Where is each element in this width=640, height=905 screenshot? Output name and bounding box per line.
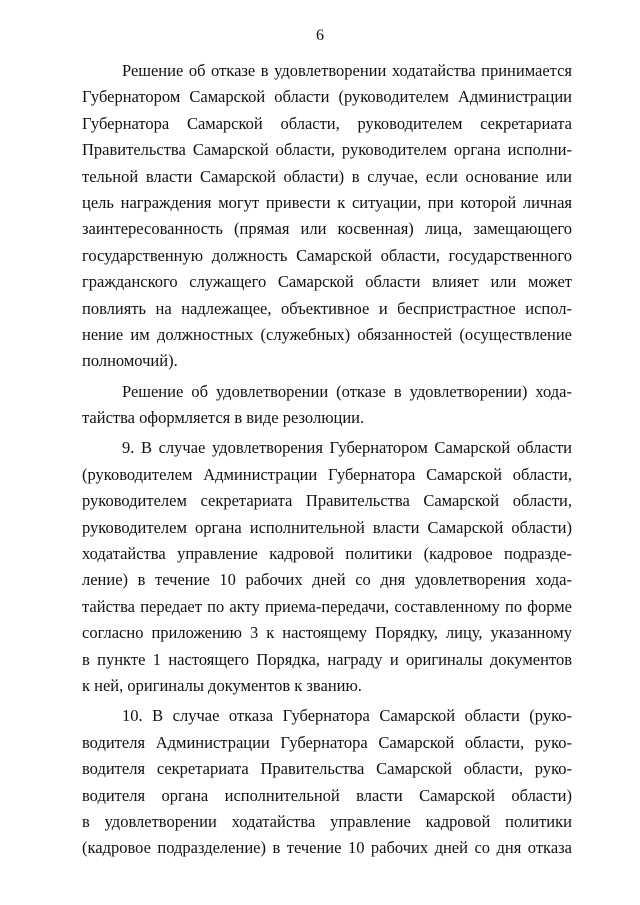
- text-line: нение им должностных (служебных) обязанностей (осуществление: [82, 324, 572, 344]
- text-line: к ней, оригиналы документов к званию.: [82, 675, 362, 695]
- text-line: гражданского служащего Самарской области влияет или может: [82, 272, 572, 292]
- paragraph: [82, 435, 572, 699]
- text-line: (руководителем Администрации Губернатора Самарской области,: [82, 464, 572, 484]
- text-line: ходатайства управление кадровой политики (кадровое подразде-: [82, 544, 572, 564]
- text-line: Правительства Самарской области, руководителем органа исполни-: [82, 140, 572, 160]
- text-line: государственную должность Самарской области, государственного: [82, 245, 572, 265]
- text-line: согласно приложению 3 к настоящему Порядку, лицу, указанному: [82, 623, 572, 643]
- paragraph: [82, 58, 572, 375]
- text-line: руководителем секретариата Правительства Самарской области,: [82, 491, 572, 511]
- text-line: водителя органа исполнительной власти Самарской области): [82, 785, 572, 805]
- text-line: тельной власти Самарской области) в случае, если основание или: [82, 166, 572, 186]
- text-line: тайства оформляется в виде резолюции.: [82, 408, 365, 428]
- paragraph: [82, 703, 572, 861]
- text-line: в пункте 1 настоящего Порядка, награду и оригиналы документов: [82, 649, 572, 669]
- text-line: заинтересованность (прямая или косвенная) лица, замещающего: [82, 219, 572, 239]
- text-line: (кадровое подразделение) в течение 10 рабочих дней со дня отказа: [82, 838, 572, 858]
- text-line: в удовлетворении ходатайства управление кадровой политики: [82, 811, 572, 831]
- text-line: водителя Администрации Губернатора Самарской области, руко-: [82, 732, 572, 752]
- text-line: Губернатором Самарской области (руководителем Администрации: [82, 87, 572, 107]
- text-line: ление) в течение 10 рабочих дней со дня удовлетворения хода-: [82, 570, 572, 590]
- text-line: водителя секретариата Правительства Самарской области, руко-: [82, 759, 572, 779]
- document-body: [82, 58, 572, 862]
- text-line: полномочий).: [82, 351, 178, 371]
- text-line: руководителем органа исполнительной власти Самарской области): [82, 517, 572, 537]
- text-line: цель награждения могут привести к ситуации, при которой личная: [82, 192, 572, 212]
- text-line: тайства передает по акту приема-передачи, составленному по форме: [82, 596, 572, 616]
- text-line: 9. В случае удовлетворения Губернатором Самарской области: [122, 438, 572, 458]
- text-line: Решение об удовлетворении (отказе в удовлетворении) хода-: [122, 381, 572, 401]
- text-line: Решение об отказе в удовлетворении ходатайства принимается: [122, 61, 572, 80]
- paragraph: [82, 379, 572, 432]
- text-line: 10. В случае отказа Губернатора Самарской области (руко-: [122, 706, 572, 726]
- text-line: повлиять на надлежащее, объективное и беспристрастное испол-: [82, 298, 572, 318]
- page-number: 6: [316, 27, 324, 44]
- text-line: Губернатора Самарской области, руководителем секретариата: [82, 113, 572, 133]
